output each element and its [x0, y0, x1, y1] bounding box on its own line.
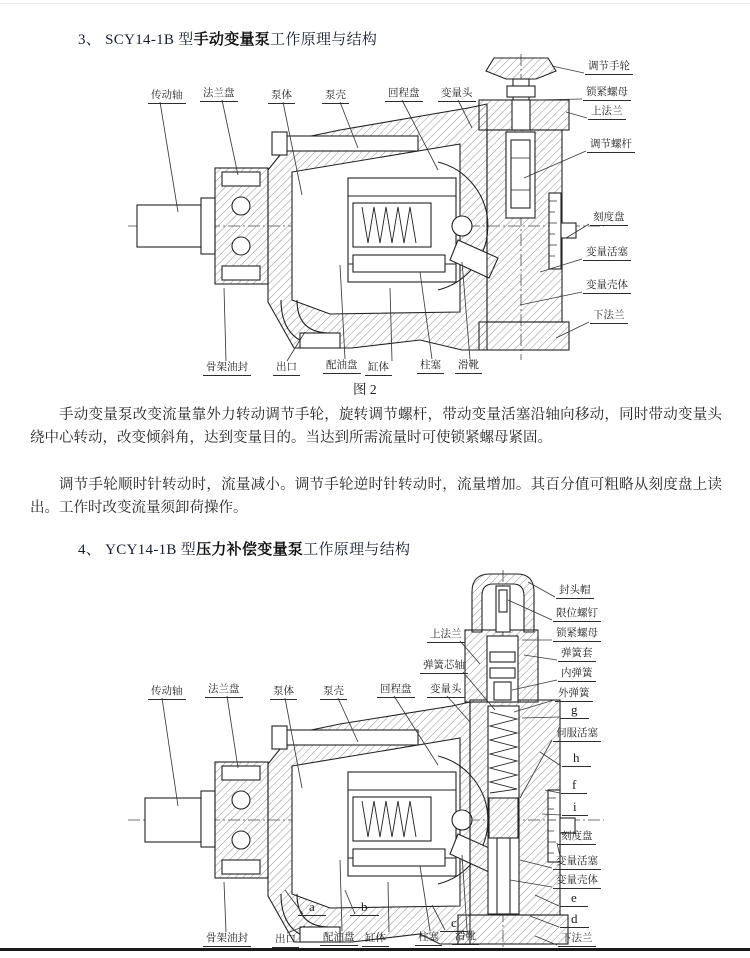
- page-bottom-rule: [0, 948, 750, 951]
- page-top-rule: [0, 3, 750, 4]
- part-label: 泵壳: [320, 686, 347, 700]
- flange-block: [215, 168, 268, 284]
- section-4-prefix: 4、 YCY14-1B 型: [78, 542, 197, 558]
- part-label: 泵壳: [322, 90, 349, 104]
- part-label: 泵体: [268, 90, 295, 104]
- part-label: 调节螺杆: [587, 139, 635, 153]
- section-3-heading: [78, 28, 377, 49]
- part-label: 变量头: [438, 88, 476, 102]
- pump-body-drawing: [145, 574, 575, 944]
- part-label: a: [298, 900, 326, 916]
- part-label: 弹簧套: [558, 648, 596, 662]
- part-label: 柱塞: [417, 360, 444, 374]
- part-label: 泵体: [270, 686, 297, 700]
- part-label: 调节手轮: [585, 61, 633, 75]
- part-label: 柱塞: [415, 932, 442, 946]
- part-label: 刻度盘: [590, 212, 628, 226]
- paragraph-working-principle: 手动变量泵改变流量靠外力转动调节手轮，旋转调节螺杆，带动变量活塞沿轴向移动，同时带动变量头绕中心转动，改变倾斜角，达到变量目的。当达到所需流量时可使锁紧螺母紧固。: [30, 407, 722, 446]
- part-label: 变量壳体: [553, 875, 601, 889]
- drive-shaft: [137, 198, 215, 254]
- part-label: 缸体: [362, 933, 389, 947]
- part-label: 缸体: [365, 362, 392, 376]
- part-label: 变量活塞: [553, 856, 601, 870]
- pump-body-drawing: [137, 58, 576, 350]
- part-label: 上法兰: [588, 106, 626, 120]
- part-label: 骨架油封: [203, 362, 251, 376]
- part-label: 配油盘: [323, 360, 361, 374]
- part-label: b: [350, 900, 379, 916]
- part-label: 传动轴: [148, 686, 186, 700]
- drive-shaft: [145, 791, 215, 847]
- part-label: 回程盘: [377, 684, 415, 698]
- ycy14-pump-cross-section: [60, 560, 750, 958]
- part-label: 传动轴: [148, 90, 186, 104]
- part-label: 出口: [273, 362, 300, 376]
- part-label: 锁紧螺母: [583, 87, 631, 101]
- part-label: 上法兰: [427, 629, 465, 643]
- section-4-bold-term: 压力补偿变量泵: [196, 542, 304, 558]
- part-label: 下法兰: [558, 933, 596, 947]
- part-label: 变量头: [427, 684, 465, 698]
- scy14-pump-cross-section: [60, 50, 750, 400]
- spring-cap-assembly: [465, 574, 538, 702]
- paragraph-flow-adjustment: 调节手轮顺时针转动时，流量减小。调节手轮逆时针转动时，流量增加。其百分值可粗略从刻度盘上读出。工作时改变流量须卸荷操作。: [30, 477, 722, 516]
- part-label: 回程盘: [385, 88, 423, 102]
- flange-block: [215, 762, 268, 878]
- part-label: 封头帽: [556, 585, 594, 599]
- section-4-heading: [78, 538, 410, 559]
- part-label: c: [440, 916, 468, 932]
- section-3-rest: 工作原理与结构: [270, 32, 378, 48]
- part-label: 伺服活塞: [553, 728, 601, 742]
- part-label: 弹簧芯轴: [420, 660, 468, 674]
- part-label: d: [560, 912, 589, 928]
- part-label: 内弹簧: [558, 668, 596, 682]
- section-3-prefix: 3、 SCY14-1B 型: [78, 32, 194, 48]
- part-label: 出口: [272, 934, 299, 948]
- part-label: 外弹簧: [555, 688, 593, 702]
- part-label: 刻度盘: [558, 831, 596, 845]
- part-label: f: [561, 778, 587, 794]
- part-label: 骨架油封: [203, 933, 251, 947]
- part-label: 滑靴: [452, 931, 479, 945]
- part-label: 锁紧螺母: [553, 628, 601, 642]
- part-label: 法兰盘: [205, 684, 243, 698]
- part-label: h: [562, 751, 591, 767]
- figure1-caption: 图 2: [353, 382, 377, 397]
- part-label: 变量活塞: [583, 247, 631, 261]
- part-label: 变量壳体: [583, 280, 631, 294]
- part-label: 滑靴: [455, 360, 482, 374]
- section-4-rest: 工作原理与结构: [303, 542, 411, 558]
- section-3-bold-term: 手动变量泵: [193, 32, 271, 48]
- part-label: g: [560, 703, 589, 719]
- part-label: 法兰盘: [200, 88, 238, 102]
- part-label: 下法兰: [590, 310, 628, 324]
- part-label: e: [560, 891, 588, 907]
- part-label: 限位螺钉: [553, 608, 601, 622]
- part-label: i: [562, 800, 588, 816]
- part-label: 配油盘: [320, 932, 358, 946]
- dial-scale: [548, 790, 575, 862]
